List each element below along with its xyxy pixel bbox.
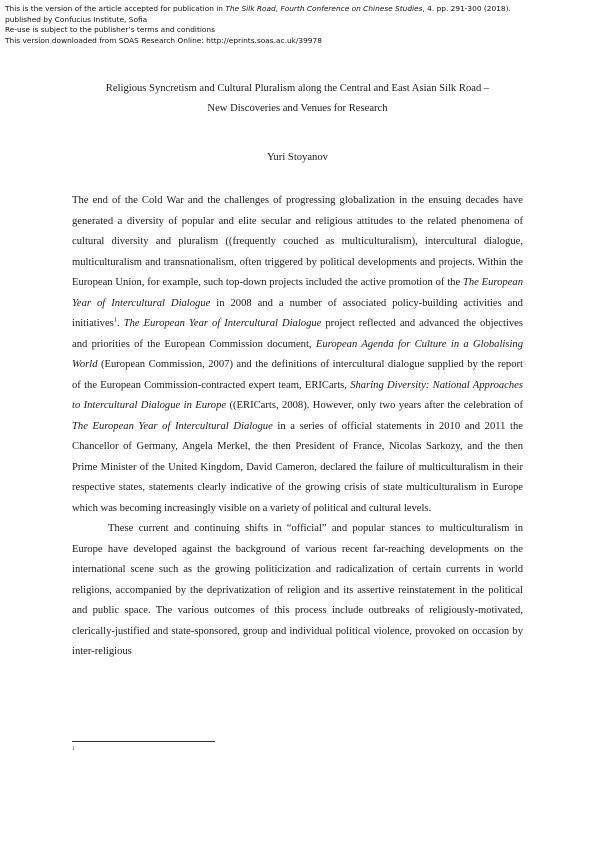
footnote-divider xyxy=(72,741,215,742)
title-line-1: Religious Syncretism and Cultural Pluralism along the Central and East Asian Silk Road – xyxy=(105,83,490,94)
publisher-notice: published by Confucius Institute, Sofia xyxy=(5,14,148,24)
footnote-number: 1 xyxy=(72,746,75,752)
italic-title: The European Year of Intercultural Dialogue xyxy=(72,277,523,309)
paragraph-1: The end of the Cold War and the challenges of progressing globalization in the ensuing decades have generated a diversity of popular and elite secular and religious attitudes to the related phenomena of cultural diversity and pluralism ((frequently couched as multiculturalism), intercultural dialogue, multiculturalism and transnationalism, often triggered by political developments and projects. Within the European Union, for example, such top-down projects included the active promotion of the The European Year of Intercultural Dialogue in 2008 and a number of associated policy-building activities and initiatives$^1$. The European Year of Intercultural Dialogue project reflected and advanced the objectives and priorities of the European Commission document, European Agenda for Culture in a Globalising World (European Commission, 2007) and the definitions of intercultural dialogue supplied by the report of the European Commission-contracted expert team, ERICarts, Sharing Diversity: National Approaches to Intercultural Dialogue in Europe ((ERICarts, 2008). However, only two years after the celebration of The European Year of Intercultural Dialogue in a series of official statements in 2010 and 2011 the Chancellor of Germany, Angela Merkel, the then President of France, Nicolas Sarkozy, and the then Prime Minister of the United Kingdom, David Cameron, declared the failure of multiculturalism in their respective states, statements clearly indicative of the growing crisis of state multiculturalism in Europe which was becoming increasingly visible on a variety of political and cultural levels. xyxy=(72,195,524,514)
footnote-ref[interactable]: 1 xyxy=(113,316,118,324)
italic-title: Sharing Diversity: National Approaches to Intercultural Dialogue in Europe xyxy=(72,379,523,411)
journal-title: The Silk Road, Fourth Conference on Chinese Studies xyxy=(225,4,423,13)
title-line-2: New Discoveries and Venues for Research xyxy=(207,103,388,114)
download-notice: This version downloaded from SOAS Research Online: http://eprints.soas.ac.uk/39978 xyxy=(5,35,322,45)
publication-notice: This is the version of the article accepted for publication in The Silk Road, Fourth Conference on Chinese Studies, 4. pp. 291-300 (2018). xyxy=(5,4,511,13)
italic-title: European Agenda for Culture in a Globalising World xyxy=(72,338,524,370)
article-title xyxy=(0,79,595,119)
reuse-notice: Re-use is subject to the publisher’s terms and conditions xyxy=(5,25,215,35)
document-source-header xyxy=(5,4,511,46)
article-body xyxy=(72,191,523,663)
author-name: Yuri Stoyanov xyxy=(267,152,328,163)
paragraph-2: These current and continuing shifts in “official” and popular stances to multiculturalism in Europe have developed against the background of various recent far-reaching developments on the international scene such as the growing politicization and radicalization of certain currents in world religions, accompanied by the deprivatization of religion and its assertive reinstatement in the political and public space. The various outcomes of this process include outbreaks of religiously-motivated, clerically-justified and state-sponsored, group and individual political violence, provoked on occasion by inter-religious xyxy=(72,523,523,657)
italic-title: The European Year of Intercultural Dialogue xyxy=(123,318,322,329)
italic-title: The European Year of Intercultural Dialogue xyxy=(72,420,273,432)
